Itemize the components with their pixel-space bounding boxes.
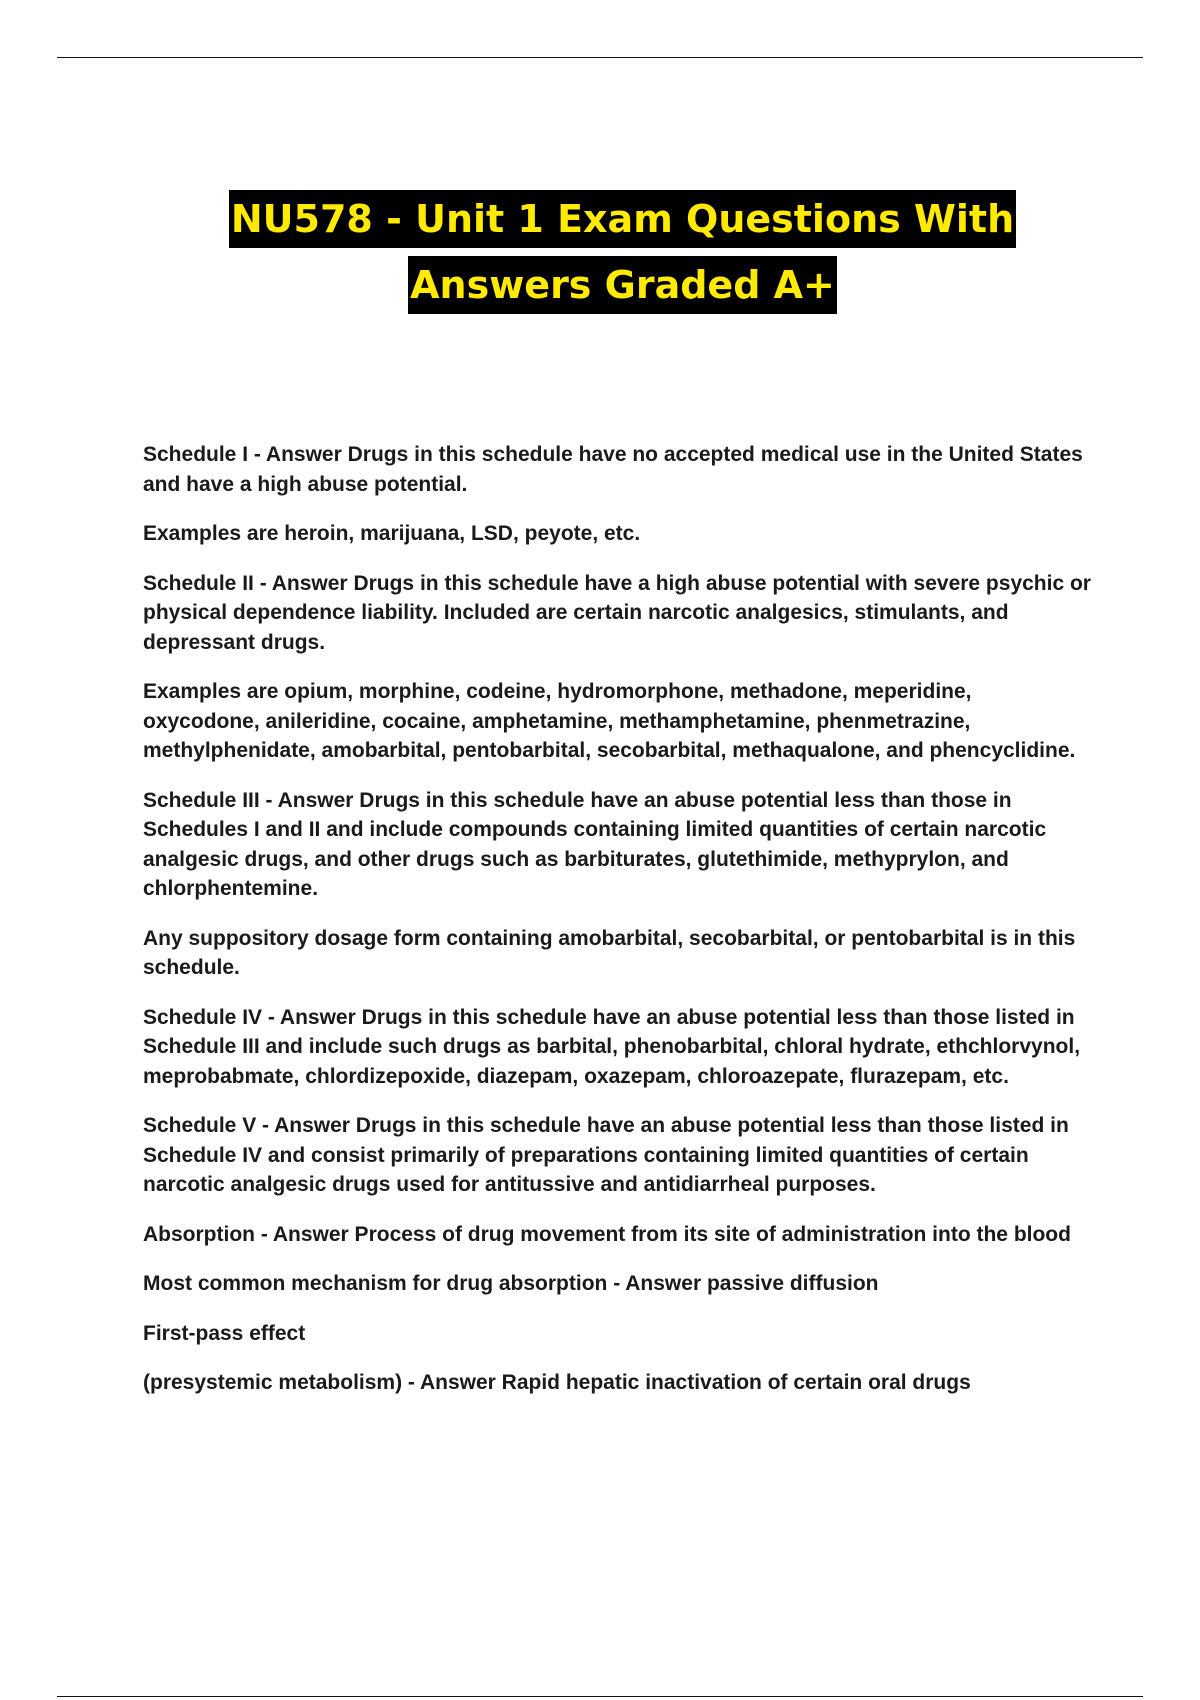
suppository-paragraph: Any suppository dosage form containing amobarbital, secobarbital, or pentobarbital is in this schedule. — [143, 926, 1076, 979]
absorption-paragraph: Absorption - Answer Process of drug movement from its site of administration into the blood — [143, 1222, 1071, 1246]
schedule-i-examples-paragraph: Examples are heroin, marijuana, LSD, peyote, etc. — [143, 522, 641, 545]
schedule-i-paragraph: Schedule I - Answer Drugs in this schedule have no accepted medical use in the United States and have a high abuse potential. — [143, 443, 1083, 496]
schedule-iv-paragraph: Schedule IV - Answer Drugs in this schedule have an abuse potential less than those listed in Schedule III and include such drugs as barbital, phenobarbital, chloral hydrate, ethchlorvynol, meprobabmate, chlordizepoxide, diazepam, oxazepam, chloroazepate, flurazepam, etc. — [143, 1005, 1081, 1088]
schedule-ii-examples-paragraph: Examples are opium, morphine, codeine, hydromorphone, methadone, meperidine, oxycodone, anileridine, cocaine, amphetamine, methamphetamine, phenmetrazine, methylphenidate, amobarbital, pentobarbital, secobarbital, methaqualone, and phencyclidine. — [143, 680, 1076, 762]
bottom-rule — [57, 1696, 1143, 1697]
title-line-1: NU578 - Unit 1 Exam Questions With — [229, 190, 1016, 248]
absorption-mechanism-paragraph: Most common mechanism for drug absorption - Answer passive diffusion — [143, 1272, 879, 1295]
schedule-ii-paragraph: Schedule II - Answer Drugs in this schedule have a high abuse potential with severe psychic or physical dependence liability. Included are certain narcotic analgesics, stimulants, and depressant drugs. — [143, 571, 1091, 654]
schedule-v-paragraph: Schedule V - Answer Drugs in this schedule have an abuse potential less than those listed in Schedule IV and consist primarily of preparations containing limited quantities of certain narcotic analgesic drugs used for antitussive and antidiarrheal purposes. — [143, 1114, 1069, 1196]
top-rule — [57, 57, 1143, 58]
presystemic-metabolism-paragraph: (presystemic metabolism) - Answer Rapid hepatic inactivation of certain oral drugs — [143, 1371, 971, 1394]
document-body — [143, 440, 1093, 1418]
schedule-iii-paragraph: Schedule III - Answer Drugs in this schedule have an abuse potential less than those in Schedules I and II and include compounds containing limited quantities of certain narcotic analgesic drugs, and other drugs such as barbiturates, glutethimide, methyprylon, and chlorphentemine. — [143, 788, 1047, 900]
title-line-2: Answers Graded A+ — [408, 256, 837, 314]
first-pass-heading: First-pass effect — [143, 1321, 306, 1345]
document-title — [0, 190, 1200, 314]
